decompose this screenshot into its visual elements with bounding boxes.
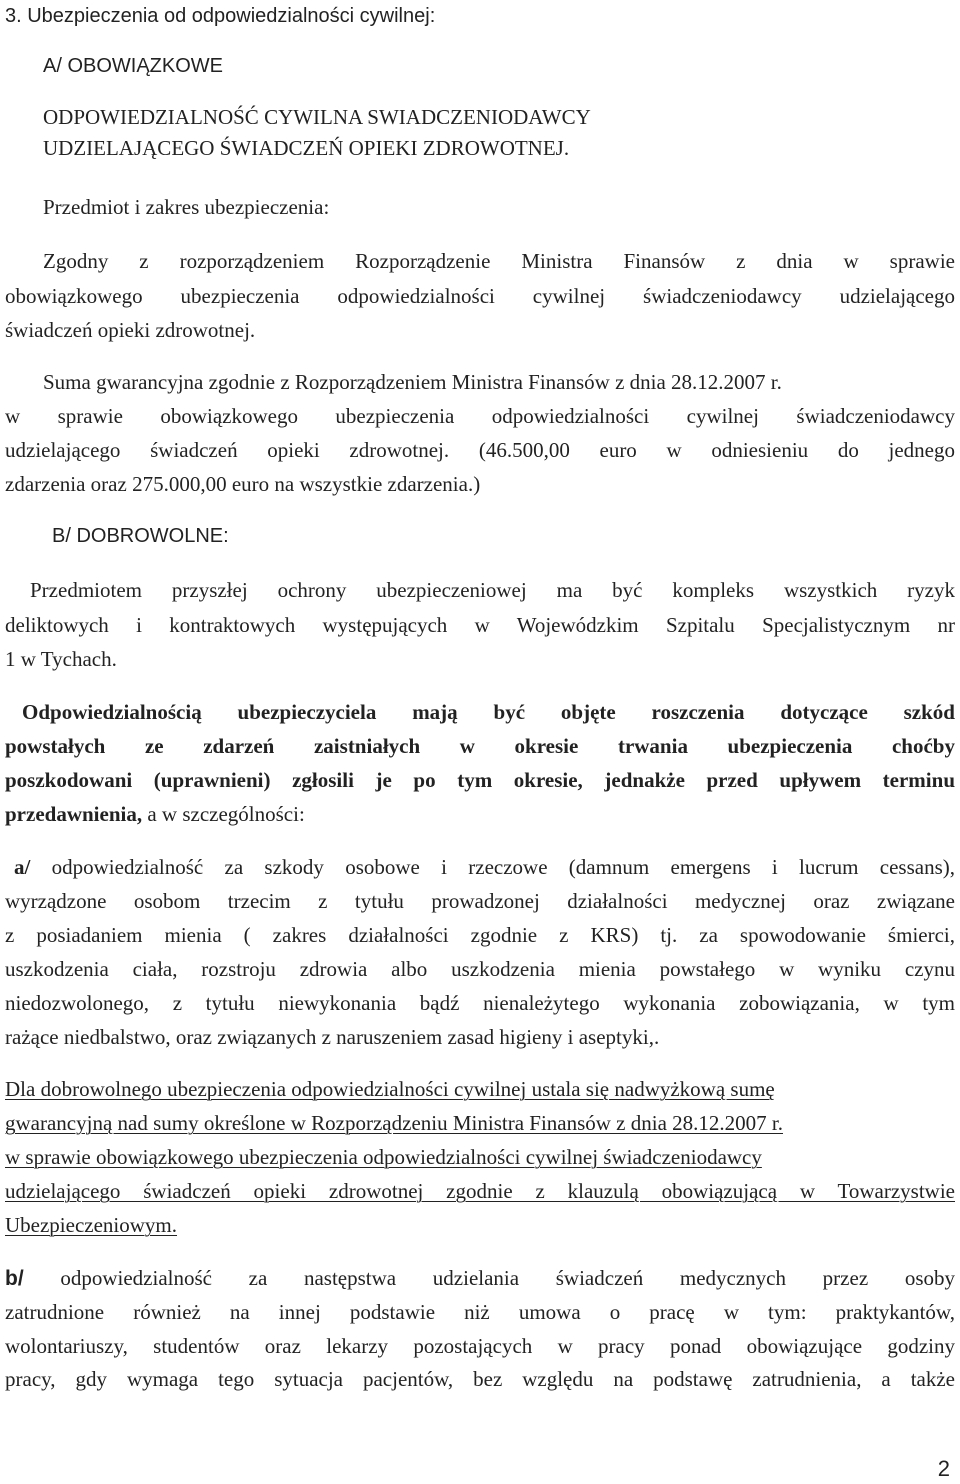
part-a-heading: A/ OBOWIĄZKOWE — [43, 55, 224, 77]
additional-sum-line: w sprawie obowiązkowego ubezpieczenia odpowiedzialności cywilnej świadczeniodawcy — [5, 1145, 762, 1169]
item-a-line: z posiadaniem mienia ( zakres działalności zgodnie z KRS) tj. za spowodowanie śmierci, — [5, 923, 955, 947]
liability-last-rest: a w szczególności: — [142, 802, 305, 826]
item-a-line: niedozwolonego, z tytułu niewykonania bądź nienależytego wykonania zobowiązania, w tym — [5, 991, 955, 1015]
part-a-subject-label: Przedmiot i zakres ubezpieczenia: — [43, 195, 330, 219]
additional-sum-line: Dla dobrowolnego ubezpieczenia odpowiedzialności cywilnej ustala się nadwyżkową sumę — [5, 1077, 775, 1101]
part-b-subject-line: Przedmiotem przyszłej ochrony ubezpieczeniowej ma być kompleks wszystkich ryzyk — [30, 578, 955, 602]
page-number: 2 — [937, 1456, 950, 1481]
part-a-scope-line: obowiązkowego ubezpieczenia odpowiedzialności cywilnej świadczeniodawcy udzielającego — [5, 284, 955, 308]
item-b-marker: b/ — [5, 1267, 24, 1290]
liability-line: poszkodowani (uprawnieni) zgłosili je po tym okresie, jednakże przed upływem terminu — [5, 768, 955, 792]
part-a-sum-line: udzielającego świadczeń opieki zdrowotnej. (46.500,00 euro w odniesieniu do jednego — [5, 438, 955, 462]
item-a-line: rażące niedbalstwo, oraz związanych z naruszeniem zasad higieny i aseptyki,. — [5, 1025, 660, 1049]
item-b-text: odpowiedzialność za następstwa udzielania świadczeń medycznych przez osoby — [23, 1266, 955, 1290]
part-b-subject-line: 1 w Tychach. — [5, 647, 117, 671]
part-a-sum-line: w sprawie obowiązkowego ubezpieczenia odpowiedzialności cywilnej świadczeniodawcy — [5, 404, 955, 428]
part-b-subject-line: deliktowych i kontraktowych występujących w Wojewódzkim Szpitalu Specjalistycznym nr — [5, 613, 955, 637]
part-a-title-line: UDZIELAJĄCEGO ŚWIADCZEŃ OPIEKI ZDROWOTNEJ. — [43, 136, 570, 160]
part-a-sum-line: zdarzenia oraz 275.000,00 euro na wszystkie zdarzenia.) — [5, 472, 481, 496]
item-b-first-line — [5, 1266, 955, 1291]
item-b-line: zatrudnione również na innej podstawie niż umowa o pracę w tym: praktykantów, — [5, 1300, 955, 1324]
part-a-scope-line: świadczeń opieki zdrowotnej. — [5, 318, 256, 342]
item-a-text: odpowiedzialność za szkody osobowe i rzeczowe (damnum emergens i lucrum cessans), — [30, 855, 955, 879]
item-a-marker: a/ — [14, 855, 31, 879]
item-b-line: pracy, gdy wymaga tego sytuacja pacjentów, bez względu na podstawę zatrudnienia, a także — [5, 1367, 955, 1391]
part-a-scope-line: Zgodny z rozporządzeniem Rozporządzenie Ministra Finansów z dnia w sprawie — [43, 249, 955, 273]
item-a-first-line — [14, 855, 955, 880]
part-a-title-line: ODPOWIEDZIALNOŚĆ CYWILNA SWIADCZENIODAWCY — [43, 105, 591, 129]
liability-last-line — [5, 802, 305, 827]
liability-line: Odpowiedzialnością ubezpieczyciela mają być objęte roszczenia dotyczące szkód — [22, 700, 955, 724]
liability-last-bold: przedawnienia, — [5, 802, 143, 826]
item-a-line: uszkodzenia ciała, rozstroju zdrowia albo uszkodzenia mienia powstałego w wyniku czynu — [5, 957, 955, 981]
additional-sum-line: udzielającego świadczeń opieki zdrowotnej zgodnie z klauzulą obowiązującą w Towarzystwie — [5, 1179, 955, 1203]
part-b-heading: B/ DOBROWOLNE: — [52, 525, 229, 547]
part-a-sum-line: Suma gwarancyjna zgodnie z Rozporządzeniem Ministra Finansów z dnia 28.12.2007 r. — [43, 370, 782, 394]
section-heading: 3. Ubezpieczenia od odpowiedzialności cywilnej: — [5, 5, 436, 27]
item-a-line: wyrządzone osobom trzecim z tytułu prowadzonej działalności medycznej oraz związane — [5, 889, 955, 913]
additional-sum-line: Ubezpieczeniowym. — [5, 1213, 178, 1237]
liability-line: powstałych ze zdarzeń zaistniałych w okresie trwania ubezpieczenia choćby — [5, 734, 955, 758]
additional-sum-line: gwarancyjną nad sumy określone w Rozporządzeniu Ministra Finansów z dnia 28.12.2007 r. — [5, 1111, 783, 1135]
item-b-line: wolontariuszy, studentów oraz lekarzy pozostających w pracy ponad obowiązujące godziny — [5, 1334, 955, 1358]
